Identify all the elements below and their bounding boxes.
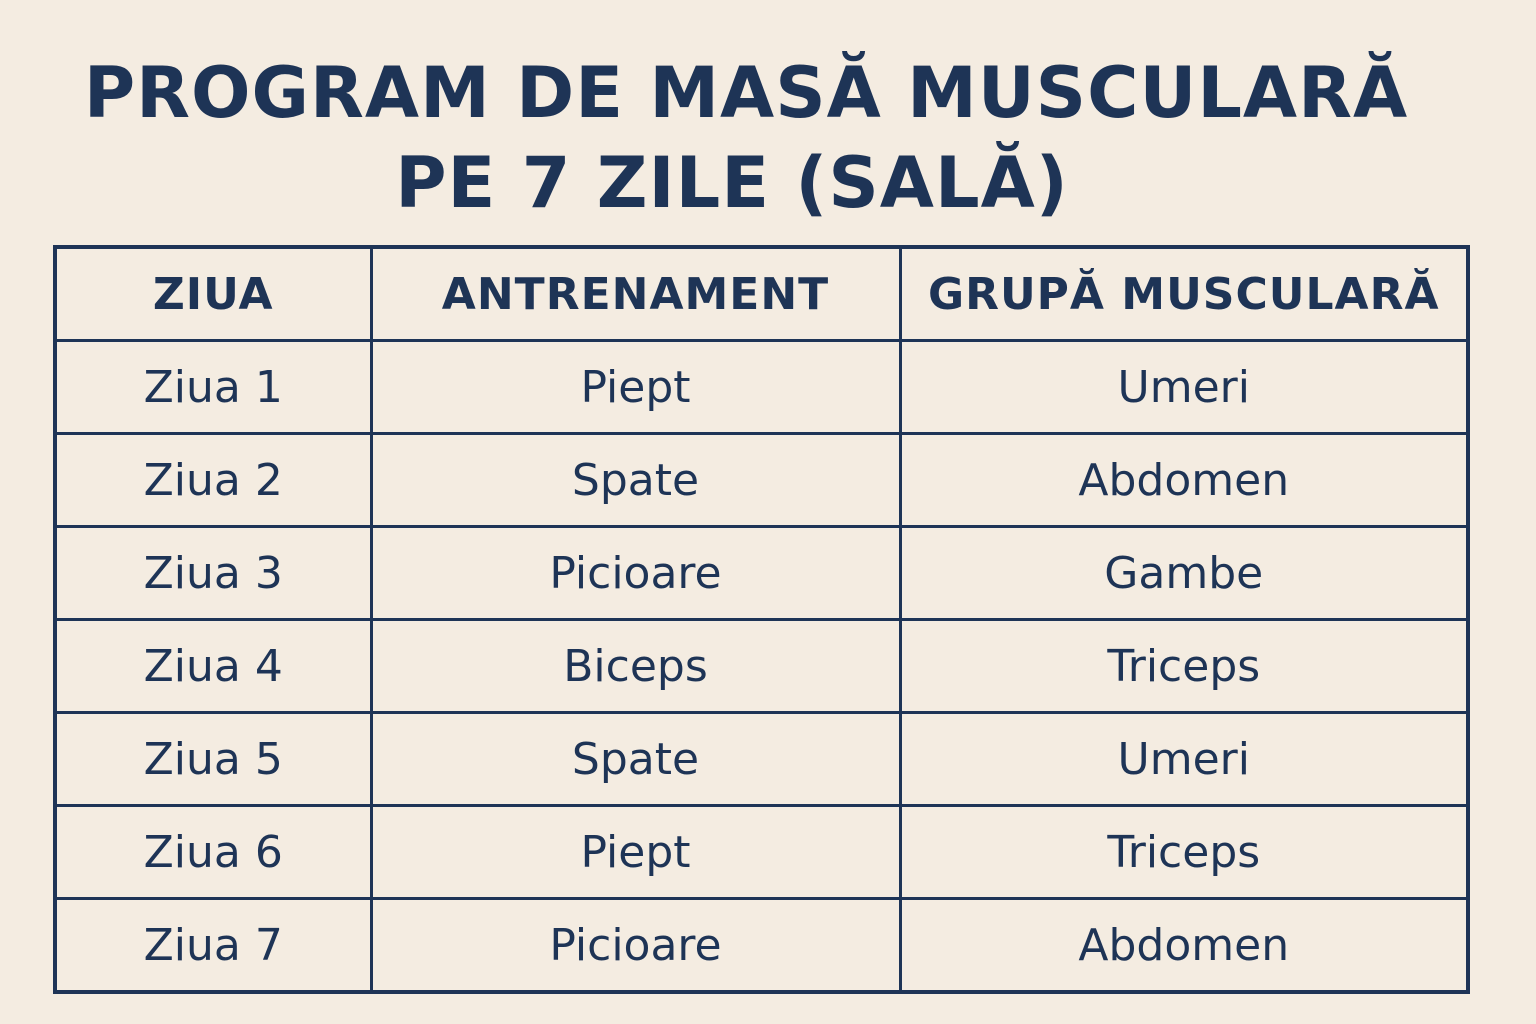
cell-workout: Piept bbox=[371, 806, 900, 899]
cell-workout: Spate bbox=[371, 713, 900, 806]
table-row bbox=[55, 527, 1468, 620]
cell-workout: Picioare bbox=[371, 899, 900, 993]
cell-muscle-group: Abdomen bbox=[900, 899, 1468, 993]
title-line-1: PROGRAM DE MASĂ MUSCULARĂ bbox=[83, 52, 1409, 134]
cell-day: Ziua 3 bbox=[55, 527, 371, 620]
cell-day: Ziua 7 bbox=[55, 899, 371, 993]
cell-workout: Piept bbox=[371, 341, 900, 434]
cell-day: Ziua 2 bbox=[55, 434, 371, 527]
title-line-2: PE 7 ZILE (SALĂ) bbox=[395, 142, 1069, 224]
cell-muscle-group: Umeri bbox=[900, 713, 1468, 806]
workout-schedule-table bbox=[53, 245, 1470, 994]
cell-workout: Biceps bbox=[371, 620, 900, 713]
table-row bbox=[55, 806, 1468, 899]
table-header-row bbox=[55, 247, 1468, 341]
cell-muscle-group: Gambe bbox=[900, 527, 1468, 620]
cell-muscle-group: Umeri bbox=[900, 341, 1468, 434]
cell-muscle-group: Triceps bbox=[900, 620, 1468, 713]
table-row bbox=[55, 341, 1468, 434]
table-row bbox=[55, 620, 1468, 713]
cell-workout: Picioare bbox=[371, 527, 900, 620]
cell-muscle-group: Abdomen bbox=[900, 434, 1468, 527]
header-muscle-group: GRUPĂ MUSCULARĂ bbox=[900, 247, 1468, 341]
table-row bbox=[55, 434, 1468, 527]
page-title bbox=[0, 48, 1536, 228]
cell-day: Ziua 4 bbox=[55, 620, 371, 713]
cell-day: Ziua 5 bbox=[55, 713, 371, 806]
cell-day: Ziua 1 bbox=[55, 341, 371, 434]
table-row bbox=[55, 899, 1468, 993]
cell-workout: Spate bbox=[371, 434, 900, 527]
cell-day: Ziua 6 bbox=[55, 806, 371, 899]
table-row bbox=[55, 713, 1468, 806]
header-workout: ANTRENAMENT bbox=[371, 247, 900, 341]
cell-muscle-group: Triceps bbox=[900, 806, 1468, 899]
header-day: ZIUA bbox=[55, 247, 371, 341]
